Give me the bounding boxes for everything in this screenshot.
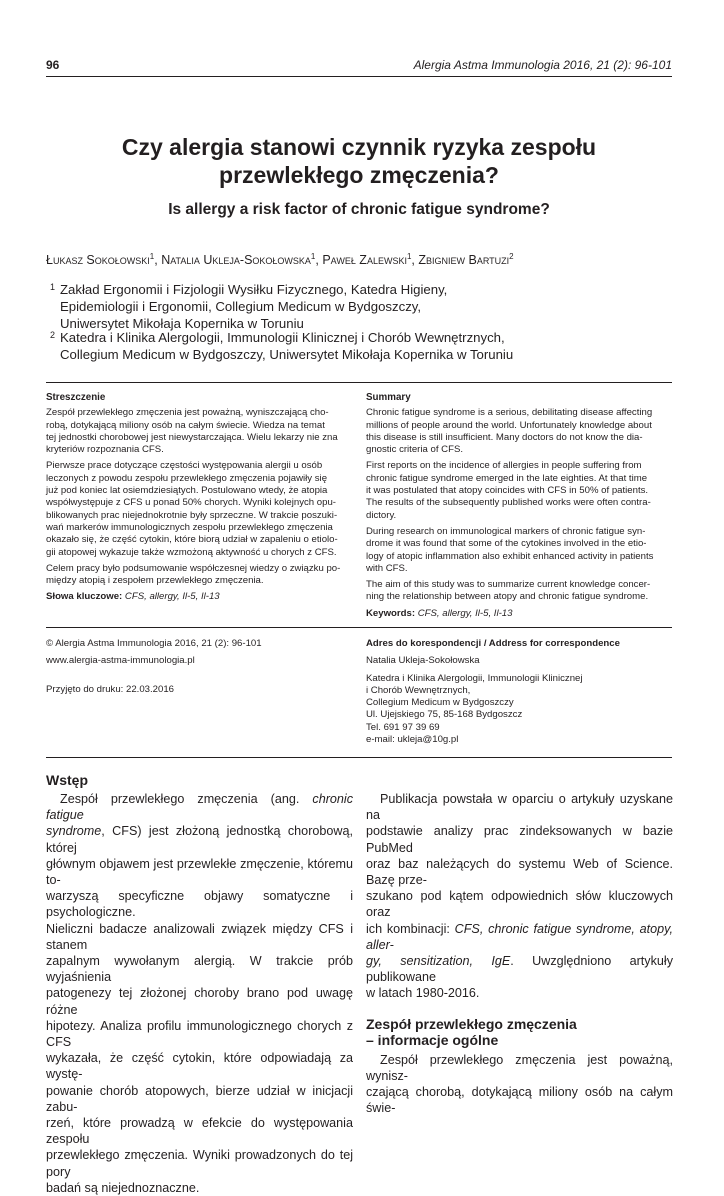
text-line: ich kombinacji: CFS, chronic fatigue syndrome, atopy, aller- [366,921,673,952]
section-heading-cfs [366,1016,673,1048]
text-line: rzeń, które prowadzą w efekcie do występowania zespołu [46,1116,353,1147]
abstract-en [366,392,673,624]
text-line: Zespół przewlekłego zmęczenia jest poważną, wyniszczającą cho- [46,407,329,419]
text-line: między atopią i zespołem przewlekłego zmęczenia. [46,575,264,587]
abstract-paragraph [46,563,353,588]
text-line: tej jednostki chorobowej jest niewystarczająca. Wielu lekarzy nie zna [46,431,338,443]
divider [46,757,672,758]
body-paragraph [366,791,673,1002]
text-line: logy of atopic inflammation also exhibit enhanced activity in patients [366,550,654,562]
text-line: robą, dotykającą miliony osób na całym świecie. Wiedza na temat [46,419,325,431]
affiliation-line: Collegium Medicum w Bydgoszczy, Uniwersytet Mikołaja Kopernika w Toruniu [60,346,514,362]
abstract-paragraph [366,407,673,456]
abstract-en-heading: Summary [366,392,411,403]
correspondence-heading: Adres do korespondencji / Address for correspondence [366,638,620,649]
author-separator: , [315,253,323,267]
body-right-column [366,791,673,1116]
author-name: Natalia Ukleja-Sokołowska [161,253,311,267]
text-line: czającą chorobą, dotykającą miliony osób na całym świe- [366,1085,673,1116]
keywords-en [366,608,673,620]
affiliation-line: Epidemiologii i Ergonomii, Collegium Medicum w Bydgoszczy, [60,298,422,314]
section-heading-line: Zespół przewlekłego zmęczenia [366,1015,577,1032]
text-line: kryteriów rozpoznania CFS. [46,444,164,456]
publication-info [46,638,353,696]
copyright: © Alergia Astma Immunologia 2016, 21 (2): 96-101 [46,638,262,649]
text-line: warzyszą specyficzne objawy somatyczne i psychologiczne. [46,889,353,920]
keywords-label: Słowa kluczowe: [46,591,123,603]
abstract-paragraph [46,407,353,456]
email-line[interactable]: e-mail: ukleja@10g.pl [366,734,459,746]
section-heading-line: – informacje ogólne [366,1031,499,1048]
abstract-paragraph [366,460,673,521]
text-line: przewlekłego zmęczenia. Wyniki prowadzonych do tej pory [46,1148,353,1179]
text-line: During research on immunological markers of chronic fatigue syn- [366,525,646,537]
text-line: ning the relationship between atopy and chronic fatigue syndrome. [366,591,649,603]
text-line: with CFS. [366,562,408,574]
text-line: oraz baz należących do systemu Web of Science. Bazę prze- [366,856,673,888]
author-affiliation-mark: 2 [509,251,514,261]
text-line: millions of people around the world. Unfortunately knowledge about [366,419,652,431]
text-line: Celem pracy było podsumowanie współczesnej wiedzy o związku po- [46,562,341,574]
text-line: gnostic criteria of CFS. [366,444,464,456]
website-link[interactable]: www.alergia-astma-immunologia.pl [46,655,195,667]
affiliation-number: 1 [50,282,56,292]
author-name: Łukasz Sokołowski [46,253,150,267]
text-line: wykazała, że część cytokin, które odpowiadają za wystę- [46,1051,353,1082]
address-line: Ul. Ujejskiego 75, 85-168 Bydgoszcz [366,709,523,721]
author-separator: , [154,253,162,267]
text-line: gii atopowej wykazuje także wzmożoną aktywność u chorych z CFS. [46,546,337,558]
text-line: powanie chorób atopowych, bierze udział w inicjacji zabu- [46,1083,353,1114]
text-line: Publikacja powstała w oparciu o artykuły uzyskane na [366,792,673,823]
author-list [46,253,672,267]
author-affiliation-mark: 1 [310,251,316,261]
affiliation-1 [50,282,650,332]
text-line: podstawie analizy prac zindeksowanych w bazie PubMed [366,824,673,855]
text-line: Zespół przewlekłego zmęczenia jest poważną, wynisz- [366,1052,673,1083]
author-name: Paweł Zalewski [322,253,407,267]
address-line: Katedra i Klinika Alergologii, Immunologii Klinicznej [366,672,583,684]
text-line: The aim of this study was to summarize current knowledge concer- [366,579,651,591]
text-line: chronic fatigue syndrome emerged in the late eighties. At that time [366,472,648,484]
abstract-pl [46,392,353,608]
text-line: współwystępuje z CFS u ponad 50% chorych. Wyniki kolejnych opu- [46,497,336,509]
text-line: zapalnym wywołanym alergią. W trakcie prób wyjaśnienia [46,954,353,985]
abstract-pl-heading: Streszczenie [46,392,106,403]
text-line: Nieliczni badacze analizowali związek między CFS i stanem [46,921,353,952]
text-line: this disease is still insufficient. Many doctors do not know the dia- [366,431,643,443]
text-line: gy, sensitization, IgE. Uwzględniono artykuły publikowane [366,954,673,985]
text-line: drome it was found that some of the cytokines involved in the etio- [366,538,647,550]
correspondence [366,638,673,746]
affiliation-line: Katedra i Klinika Alergologii, Immunologii Klinicznej i Chorób Wewnętrznych, [60,330,505,345]
author-name: Zbigniew Bartuzi [418,253,510,267]
text-line: badań są niejednoznaczne. [46,1180,200,1195]
abstract-paragraph [366,526,673,575]
text-line: już pod koniec lat osiemdziesiątych. Postulowano wtedy, że atopia [46,485,328,497]
section-heading-intro: Wstęp [46,772,88,788]
author-separator: , [411,253,419,267]
address-line: Tel. 691 97 39 69 [366,721,440,733]
text-line: wań markerów immunologicznych zespołu przewlekłego zmęczenia [46,521,333,533]
text-line: First reports on the incidence of allergies in people suffering from [366,460,642,472]
keywords-value: CFS, allergy, Il-5, Il-13 [417,607,513,619]
accepted-date: Przyjęto do druku: 22.03.2016 [46,683,175,695]
address-line: Collegium Medicum w Bydgoszczy [366,697,514,709]
divider [46,627,672,628]
text-line: dictory. [366,509,397,521]
keywords-value: CFS, allergy, Il-5, Il-13 [124,591,220,603]
text-line: w latach 1980-2016. [366,986,480,1001]
body-left-column [46,772,353,1196]
affiliation-2 [50,330,650,364]
article-title-en: Is allergy a risk factor of chronic fatigue syndrome? [168,201,550,218]
journal-citation: Alergia Astma Immunologia 2016, 21 (2): 96-101 [413,58,672,72]
text-line: syndrome, CFS) jest złożoną jednostką chorobową, której [46,824,353,855]
title-line-1: Czy alergia stanowi czynnik ryzyka zespołu [121,134,597,160]
running-header [46,57,672,77]
article-title-pl [46,133,672,189]
text-line: szukano pod kątem odpowiednich słów kluczowych oraz [366,889,673,920]
page-number: 96 [46,58,60,72]
text-line: patogenezy tej złożonej choroby brano pod uwagę różne [46,986,353,1017]
text-line: The results of the subsequently published works were often contra- [366,497,651,509]
text-line: hipotezy. Analiza profilu immunologicznego chorych z CFS [46,1018,353,1050]
divider [46,382,672,383]
text-line: Chronic fatigue syndrome is a serious, debilitating disease affecting [366,407,653,419]
affiliation-line: Uniwersytet Mikołaja Kopernika w Toruniu [60,315,304,331]
correspondence-name: Natalia Ukleja-Sokołowska [366,655,480,667]
author-affiliation-mark: 1 [406,251,412,261]
text-line: it was postulated that atopy coincides with CFS in 50% of patients. [366,485,649,497]
text-line: blikowanych prac niejednokrotnie były sprzeczne. W trakcie poszuki- [46,509,338,521]
abstract-paragraph [366,579,673,604]
body-paragraph [366,1052,673,1117]
text-line: głównym objawem jest przewlekłe zmęczenie, któremu to- [46,856,353,888]
title-line-2: przewlekłego zmęczenia? [219,162,499,188]
text-line: Zespół przewlekłego zmęczenia (ang. chronic fatigue [46,792,353,823]
text-line: leczonych z powodu zespołu przewlekłego zmęczenia pojawiły się [46,472,328,484]
author-affiliation-mark: 1 [149,251,155,261]
affiliation-number: 2 [50,330,56,340]
affiliation-line: Zakład Ergonomii i Fizjologii Wysiłku Fizycznego, Katedra Higieny, [60,282,448,297]
body-paragraph [46,791,353,1196]
keywords-pl [46,591,353,603]
text-line: okazało się, że część cytokin, które biorą udział w zapaleniu o etiolo- [46,534,338,546]
keywords-label: Keywords: [366,607,416,619]
text-line: Pierwsze prace dotyczące częstości występowania alergii u osób [46,460,323,472]
address-line: i Chorób Wewnętrznych, [366,684,471,696]
abstract-paragraph [46,460,353,558]
